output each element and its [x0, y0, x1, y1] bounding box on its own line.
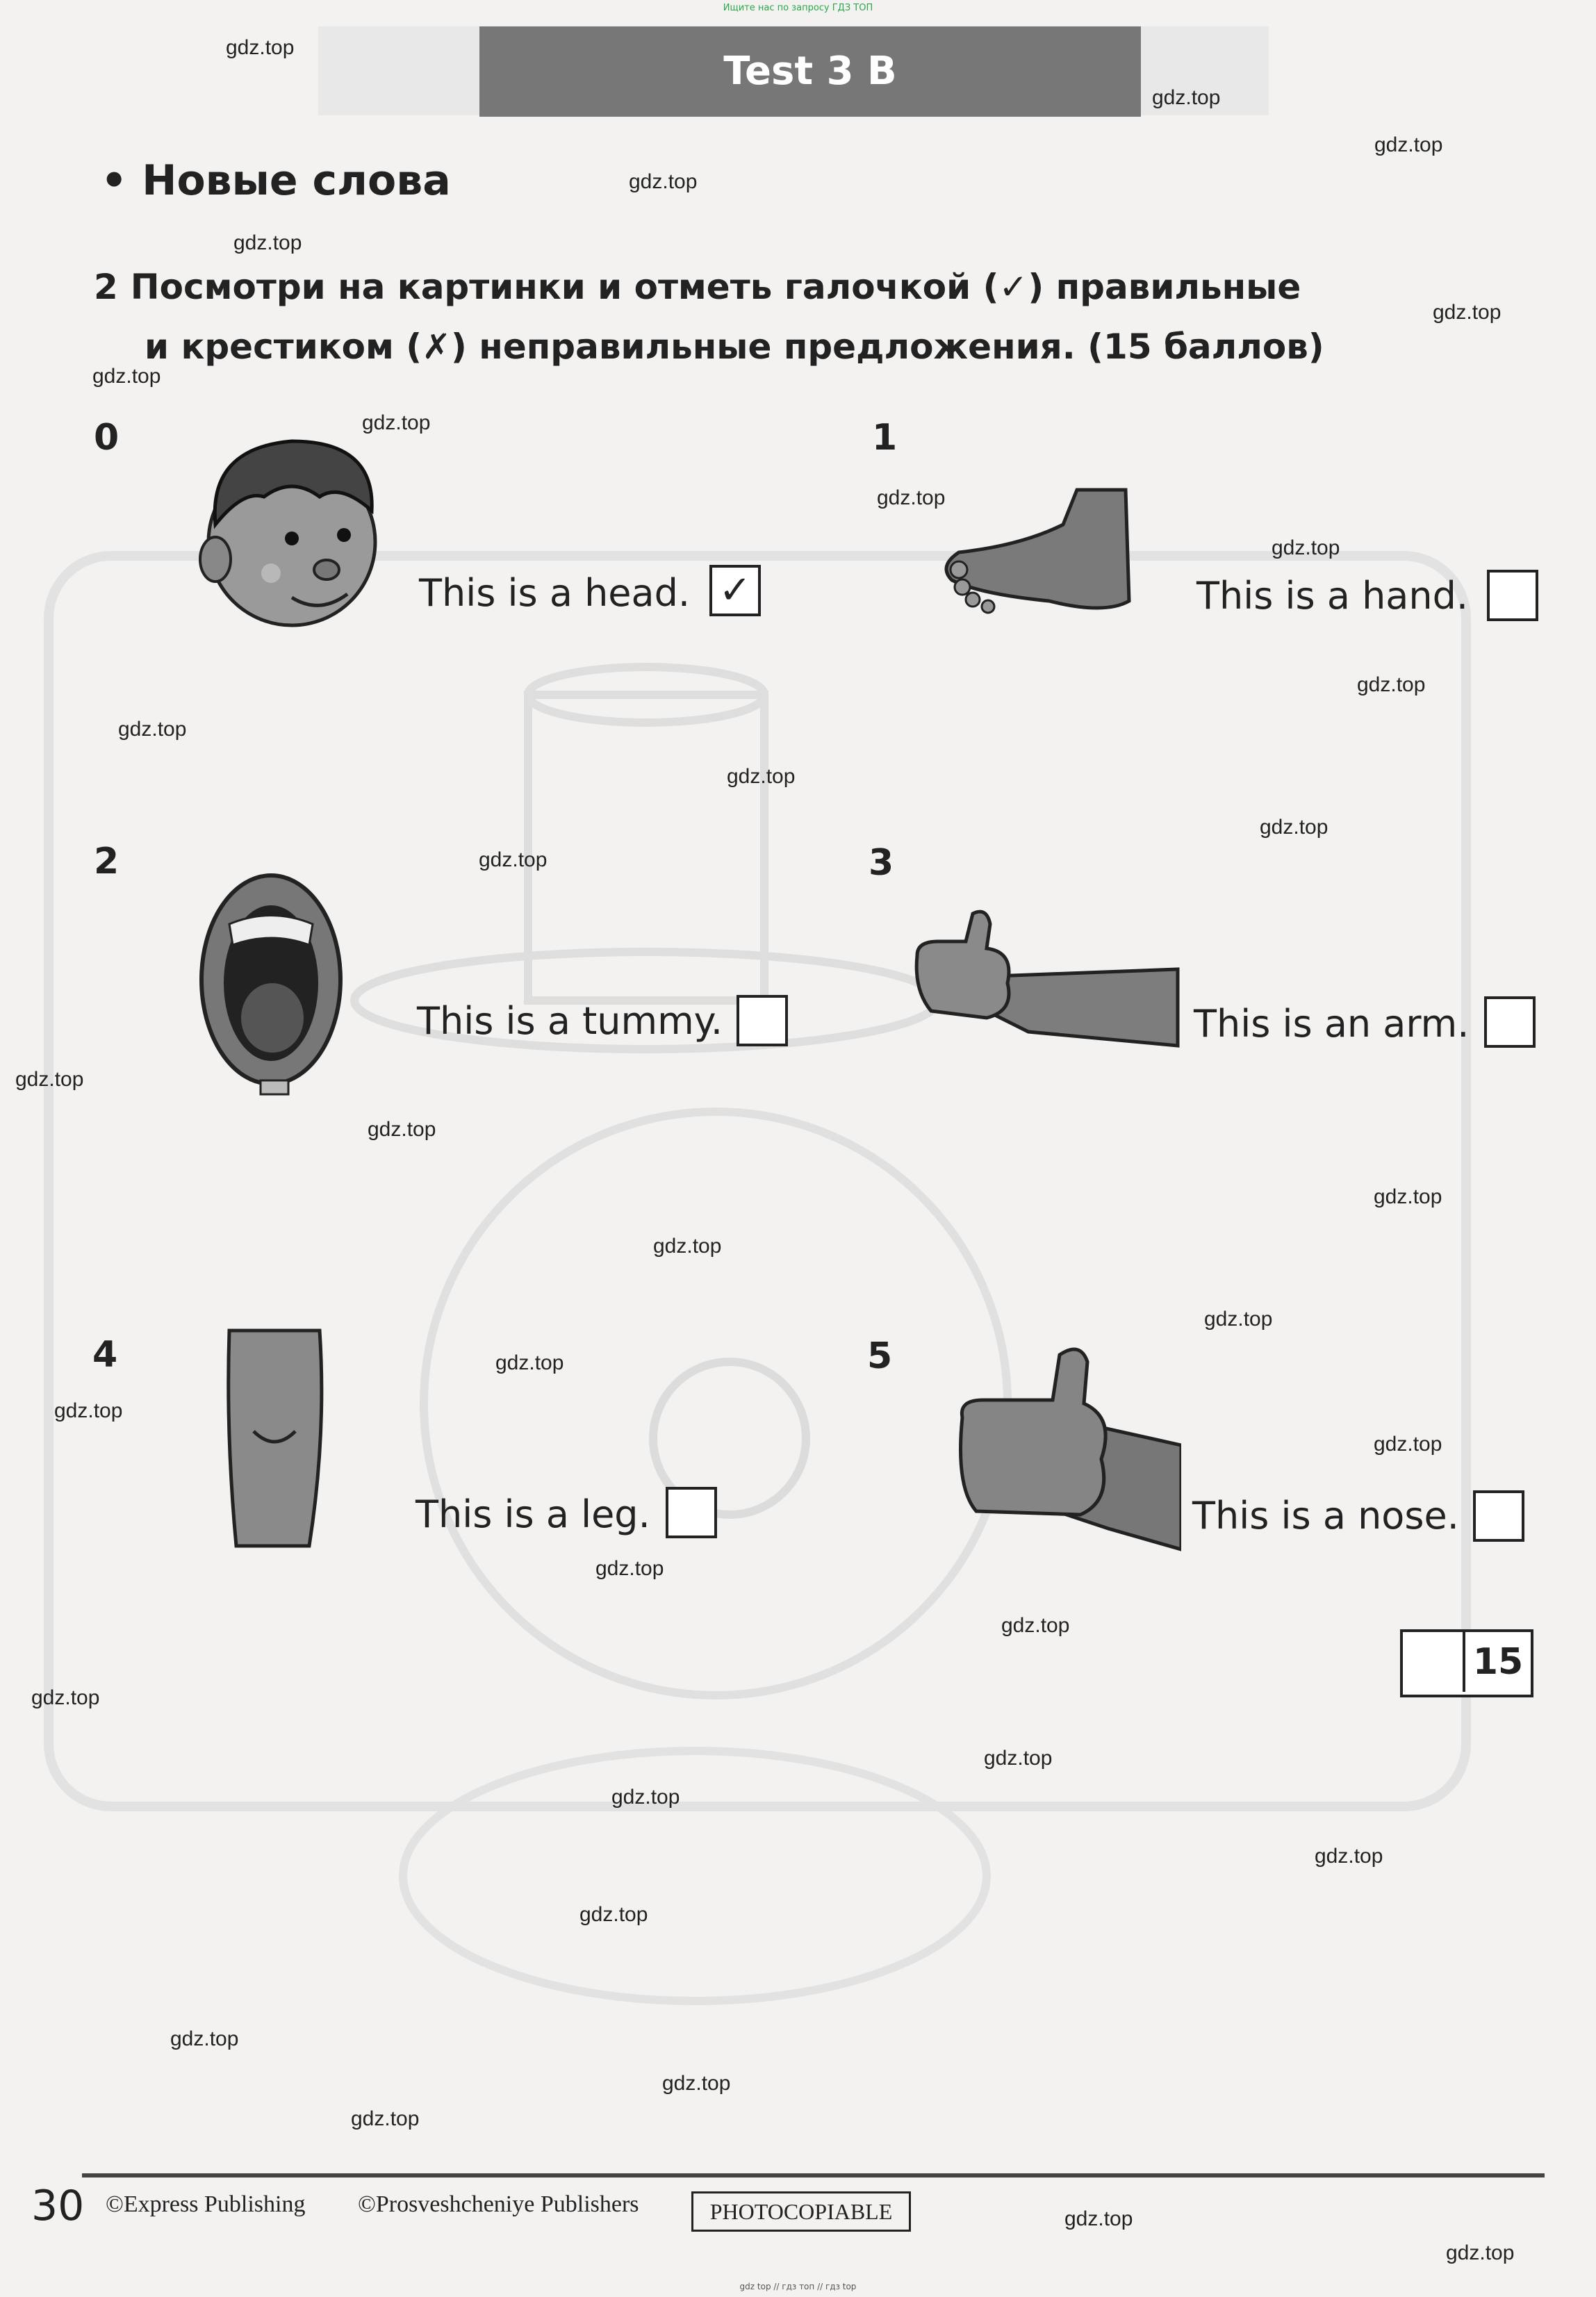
item-number-4: 4: [92, 1334, 118, 1376]
watermark: gdz.top: [1152, 86, 1221, 109]
item-number-3: 3: [869, 842, 894, 884]
instruction-text-2: и крестиком (✗) неправильные предложения. (15 баллов): [145, 327, 1324, 367]
watermark: gdz.top: [368, 1118, 436, 1141]
watermark: gdz.top: [54, 1399, 123, 1422]
score-earned-field[interactable]: [1400, 1629, 1465, 1692]
watermark: gdz.top: [351, 2107, 420, 2130]
bullet-icon: •: [101, 156, 142, 205]
watermark: gdz.top: [1315, 1845, 1383, 1868]
watermark: gdz.top: [653, 1235, 722, 1258]
instruction-line-2: [94, 317, 1386, 377]
watermark: gdz.top: [1001, 1614, 1070, 1637]
item-number-2: 2: [94, 841, 120, 882]
watermark: gdz.top: [1064, 2207, 1133, 2230]
head-picture: [188, 420, 396, 636]
answer-box-3[interactable]: [1484, 996, 1536, 1048]
watermark: gdz.top: [362, 411, 431, 434]
score-max: 15: [1472, 1641, 1524, 1683]
watermark: gdz.top: [1272, 536, 1340, 559]
watermark: gdz.top: [984, 1747, 1053, 1770]
watermark: gdz.top: [1204, 1308, 1273, 1331]
page-title: Test 3 B: [723, 49, 897, 94]
watermark: gdz.top: [1374, 133, 1443, 156]
page-number: 30: [31, 2182, 85, 2230]
watermark: gdz.top: [1433, 301, 1502, 324]
answer-box-2[interactable]: [737, 995, 788, 1046]
item-sentence-0: This is a head.: [419, 571, 691, 615]
watermark: gdz.top: [1260, 816, 1328, 839]
exercise-number: 2: [94, 267, 118, 307]
instruction-line-1: [94, 257, 1386, 317]
watermark: gdz.top: [226, 36, 295, 59]
watermark: gdz.top: [92, 365, 161, 388]
watermark: gdz.top: [579, 1903, 648, 1926]
watermark: gdz.top: [170, 2027, 239, 2050]
watermark: gdz.top: [1374, 1185, 1442, 1208]
hand-picture: [948, 1341, 1181, 1556]
watermark: gdz.top: [31, 1686, 100, 1709]
exercise-instruction: [94, 257, 1386, 377]
section-heading: [101, 156, 451, 205]
answer-box-1[interactable]: [1487, 570, 1538, 621]
answer-box-5[interactable]: [1473, 1490, 1524, 1542]
watermark: gdz.top: [629, 170, 698, 193]
item-number-5: 5: [867, 1335, 893, 1377]
watermark: gdz.top: [479, 848, 548, 871]
watermark: gdz.top: [611, 1786, 680, 1809]
watermark: gdz.top: [1446, 2241, 1515, 2264]
footer-rule: [82, 2173, 1545, 2177]
watermark: gdz.top: [727, 765, 796, 788]
mouth-picture: [195, 868, 347, 1098]
item-sentence-5: This is a nose.: [1192, 1494, 1459, 1538]
bottom-banner: gdz top // гдз топ // гдз top: [739, 2282, 857, 2291]
item-number-0: 0: [94, 417, 120, 459]
watermark: gdz.top: [1374, 1433, 1442, 1456]
leg-picture: [222, 1324, 327, 1553]
watermark: gdz.top: [1357, 673, 1426, 696]
item-sentence-1: This is a hand.: [1196, 574, 1469, 618]
instruction-text-1: Посмотри на картинки и отметь галочкой (✓) правильные: [130, 267, 1301, 307]
item-sentence-2: This is a tummy.: [417, 999, 723, 1043]
photocopiable-label: PHOTOCOPIABLE: [691, 2191, 911, 2232]
foot-picture: [938, 483, 1136, 622]
publisher-credit-1: ©Express Publishing: [106, 2191, 306, 2217]
watermark: gdz.top: [118, 718, 187, 741]
answer-box-4[interactable]: [666, 1487, 717, 1538]
watermark: gdz.top: [233, 231, 302, 254]
watermark: gdz.top: [495, 1351, 564, 1374]
watermark: gdz.top: [662, 2072, 731, 2095]
item-sentence-3: This is an arm.: [1194, 1002, 1470, 1046]
publisher-credit-2: ©Prosveshcheniye Publishers: [358, 2191, 639, 2217]
section-heading-text: Новые слова: [142, 156, 451, 205]
answer-box-0[interactable]: ✓: [709, 565, 761, 616]
watermark: gdz.top: [15, 1068, 84, 1091]
watermark: gdz.top: [595, 1557, 664, 1580]
watermark: gdz.top: [877, 486, 946, 509]
arm-picture: [910, 907, 1181, 1056]
top-banner: Ищите нас по запросу ГДЗ ТОП: [723, 3, 873, 13]
item-number-1: 1: [872, 417, 898, 459]
item-sentence-4: This is a leg.: [416, 1492, 650, 1536]
